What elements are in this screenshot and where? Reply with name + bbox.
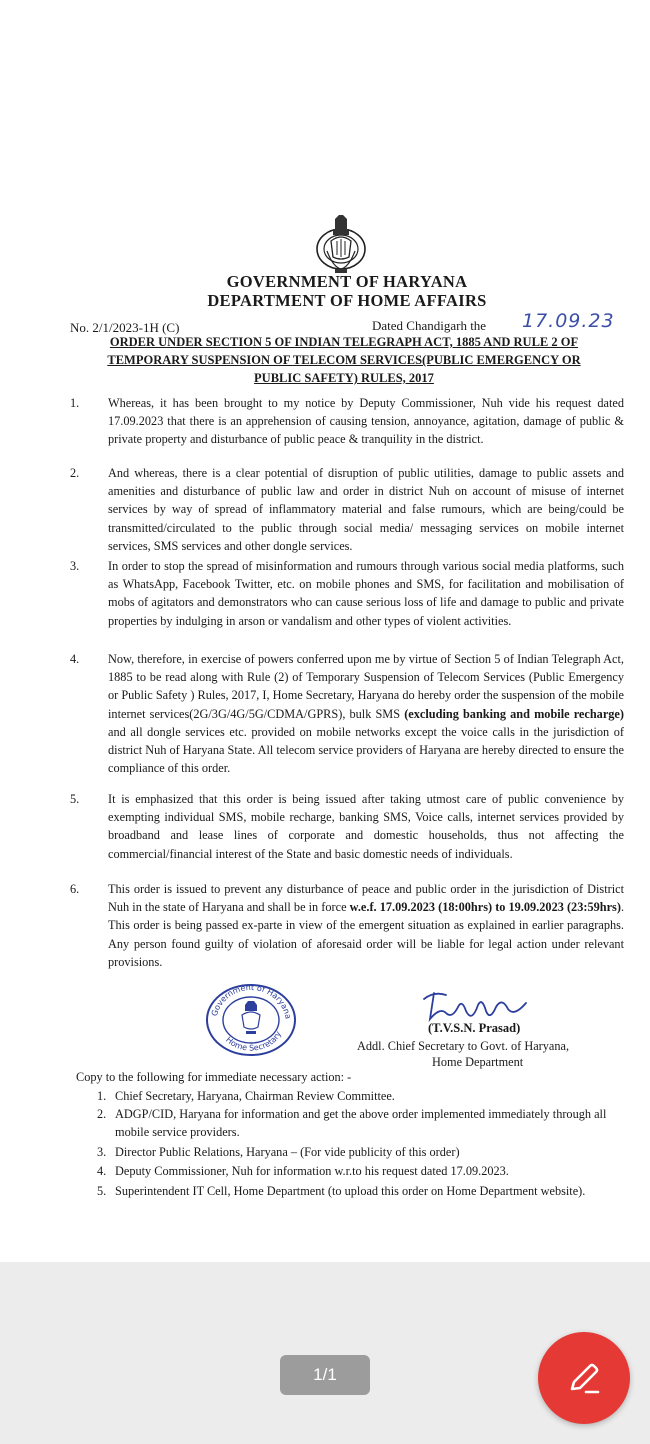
order-heading-line: ORDER UNDER SECTION 5 OF INDIAN TELEGRAPH ACT, 1885 AND RULE 2 OF: [109, 335, 579, 349]
dated-label: Dated Chandigarh the: [372, 318, 487, 333]
page-indicator: 1/1: [280, 1355, 370, 1395]
handwritten-date: 17.09.23: [522, 310, 615, 332]
order-number: No. 2/1/2023-1H (C): [70, 320, 180, 335]
copy-list-item: 2. ADGP/CID, Haryana for information and get the above order implemented immediately through all mobile service providers.: [97, 1107, 607, 1139]
copy-list-item: 4. Deputy Commissioner, Nuh for information w.r.to his request dated 17.09.2023.: [97, 1164, 509, 1178]
svg-text:Home Secretary: Home Secretary: [224, 1029, 284, 1053]
paragraph-3: [70, 557, 624, 649]
edit-button[interactable]: [538, 1332, 630, 1424]
paragraph-text: This order is issued to prevent any disturbance of peace and public order in the jurisdiction of District Nuh in the state of Haryana and shall be in force w.e.f. 17.09.2023 (18:00hrs) to 19.09.2023 (23:59hrs). This order is being passed ex-parte in view of the emergent situation as explained in earlier paragraphs. Any person found guilty of violation of aforesaid order will be liable for legal action under relevant provisions.: [108, 882, 625, 969]
paragraph-number: 5.: [70, 792, 80, 806]
paragraph-text: In order to stop the spread of misinformation and rumours through various social media platforms, such as WhatsApp, Facebook Twitter, etc. on mobile phones and SMS, for facilitation and mobilisation of mobs of agitators and demonstrators who can cause serious loss of life and damage to public and private properties by indulging in arson or vandalism and other types of violent activities.: [108, 559, 624, 628]
copy-list-item: 3. Director Public Relations, Haryana – (For vide publicity of this order): [97, 1145, 460, 1159]
paragraph-number: 2.: [70, 466, 80, 480]
paragraph-number: 4.: [70, 652, 80, 666]
dept-title: DEPARTMENT OF HOME AFFAIRS: [207, 291, 487, 310]
pencil-icon: [564, 1358, 604, 1398]
order-heading-line: TEMPORARY SUSPENSION OF TELECOM SERVICES(PUBLIC EMERGENCY OR: [107, 353, 581, 367]
svg-text:Government of Haryana: Government of Haryana: [209, 983, 293, 1020]
paragraph-1: [70, 394, 624, 468]
signer-department: Home Department: [432, 1055, 524, 1069]
paragraph-text: Now, therefore, in exercise of powers conferred upon me by virtue of Section 5 of Indian Telegraph Act, 1885 to be read along with Rule (2) of Temporary Suspension of Telecom Services (Public Emergency or Public Safety ) Rules, 2017, I, Home Secretary, Haryana do hereby order the suspension of the mobile internet services(2G/3G/4G/5G/CDMA/GPRS), bulk SMS (excluding banking and mobile recharge) and all dongle services etc. provided on mobile networks except the voice calls in the jurisdiction of district Nuh of Haryana State. All telecom service providers of Haryana are hereby directed to ensure the compliance of this order.: [108, 652, 624, 776]
paragraph-5: [70, 790, 624, 882]
paragraph-6: [70, 880, 624, 972]
govt-title: GOVERNMENT OF HARYANA: [226, 272, 468, 291]
paragraph-text: And whereas, there is a clear potential of disruption of public utilities, damage to public assets and amenities and disturbance of public law and order in district Nuh on account of misuse of internet services by way of spread of inflammatory material and false rumours, which are being/could be transmitted/circulated to the public through social media/ messaging services on mobile internet services, SMS services and other dongle services.: [108, 466, 624, 553]
emphasis-text: (excluding banking and mobile recharge): [404, 706, 624, 721]
state-emblem-icon: [313, 211, 369, 277]
order-heading-line: PUBLIC SAFETY) RULES, 2017: [254, 371, 434, 385]
paragraph-number: 6.: [70, 882, 80, 896]
copy-list-item: 5. Superintendent IT Cell, Home Department (to upload this order on Home Department website).: [97, 1184, 586, 1198]
emphasis-text: w.e.f. 17.09.2023 (18:00hrs) to 19.09.2023 (23:59hrs): [349, 900, 621, 915]
paragraph-2: [70, 464, 624, 556]
copy-to-intro: Copy to the following for immediate necessary action: -: [76, 1070, 352, 1084]
paragraph-4: [70, 650, 624, 790]
copy-list-item: 1. Chief Secretary, Haryana, Chairman Review Committee.: [97, 1089, 395, 1103]
paragraph-number: 3.: [70, 559, 80, 573]
paragraph-text: It is emphasized that this order is being issued after taking utmost care of public convenience by exempting individual SMS, mobile recharge, banking SMS, Voice calls, internet services provided by broadband and lease lines of corporate and domestic households, thus not affecting the commercial/financial interest of the State and basic domestic needs of individuals.: [108, 792, 624, 861]
signer-name: (T.V.S.N. Prasad): [428, 1021, 521, 1035]
signer-designation: Addl. Chief Secretary to Govt. of Haryana,: [357, 1039, 570, 1053]
paragraph-number: 1.: [70, 396, 80, 410]
official-seal-icon: [204, 983, 298, 1057]
viewer-top-area: [0, 0, 650, 180]
paragraph-text: Whereas, it has been brought to my notice by Deputy Commissioner, Nuh vide his request dated 17.09.2023 that there is an apprehension of causing tension, annoyance, agitation, damage of public & private property and disturbance of public peace & tranquility in the district.: [108, 396, 624, 447]
